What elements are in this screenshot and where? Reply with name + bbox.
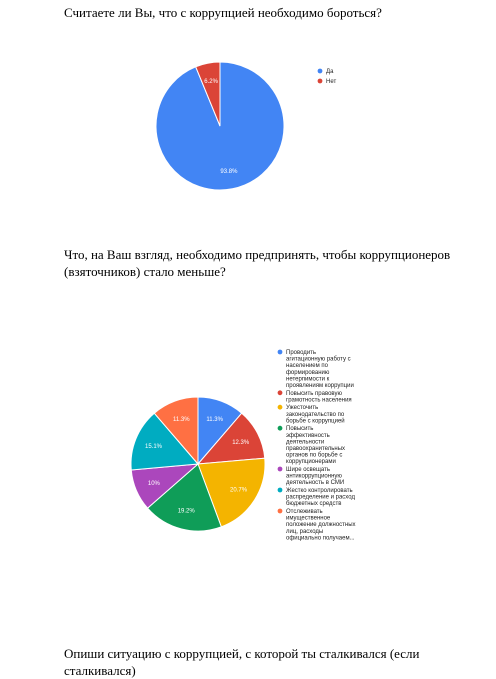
chart2-legend-marker-5 xyxy=(278,488,283,493)
pie-chart-corruption-fight xyxy=(140,56,400,206)
chart2-slice-label-2: 20.7% xyxy=(230,487,248,494)
chart2-legend-marker-3 xyxy=(278,426,283,431)
chart1-slice-label-0: 93.8% xyxy=(220,169,238,176)
chart2-slice-label-5: 15.1% xyxy=(145,443,163,450)
chart2-legend-entry-0: Проводить агитационную работу с населением по формированию нетерпимости к проявлениям коррупции xyxy=(286,350,354,389)
chart2-legend-entry-4: Шире освещать антикоррупционную деятельность в СМИ xyxy=(286,467,345,487)
chart2-slice-label-0: 11.3% xyxy=(206,417,223,423)
chart2-legend-marker-4 xyxy=(278,467,283,472)
chart2-legend-marker-2 xyxy=(278,405,283,410)
chart2-slice-label-6: 11.3% xyxy=(173,417,190,423)
chart2-legend-entry-1: Повысить правовую грамотность населения xyxy=(286,390,352,404)
chart2-legend-entry-3: Повысить эффективность деятельности правоохранительных органов по борьбе с коррупционерами xyxy=(286,426,346,466)
chart2-legend-marker-0 xyxy=(278,350,283,355)
chart2-slice-label-3: 19.2% xyxy=(177,508,195,515)
chart1-legend-entry-0: Да xyxy=(326,69,334,75)
chart2-legend-marker-1 xyxy=(278,390,283,395)
chart1-slice-label-1: 6.2% xyxy=(204,78,218,85)
chart2-slice-label-1: 12.3% xyxy=(232,440,250,447)
chart1-legend-entry-1: Нет xyxy=(326,79,337,85)
question-3-title: Опиши ситуацию с коррупцией, с которой ты сталкивался (если сталкивался) xyxy=(64,646,420,678)
question-2-title: Что, на Ваш взгляд, необходимо предпринять, чтобы коррупционеров (взяточников) стало меньше? xyxy=(64,247,451,279)
pie-chart-anti-corruption-measures xyxy=(120,340,390,580)
chart2-slice-label-4: 10% xyxy=(147,480,160,487)
chart1-legend-marker-0 xyxy=(318,69,323,74)
chart2-legend-entry-6: Отслеживать имущественное положение должностных лиц, расходы официально получаем... xyxy=(286,509,356,542)
chart2-legend-entry-2: Ужесточить законодательство по борьбе с коррупцией xyxy=(286,405,345,425)
question-1-title: Считаете ли Вы, что с коррупцией необходимо бороться? xyxy=(64,5,382,20)
chart2-legend-entry-5: Жестко контролировать распределение и расход бюджетных средств xyxy=(286,488,355,508)
chart1-legend-marker-1 xyxy=(318,79,323,84)
chart2-legend-marker-6 xyxy=(278,509,283,514)
